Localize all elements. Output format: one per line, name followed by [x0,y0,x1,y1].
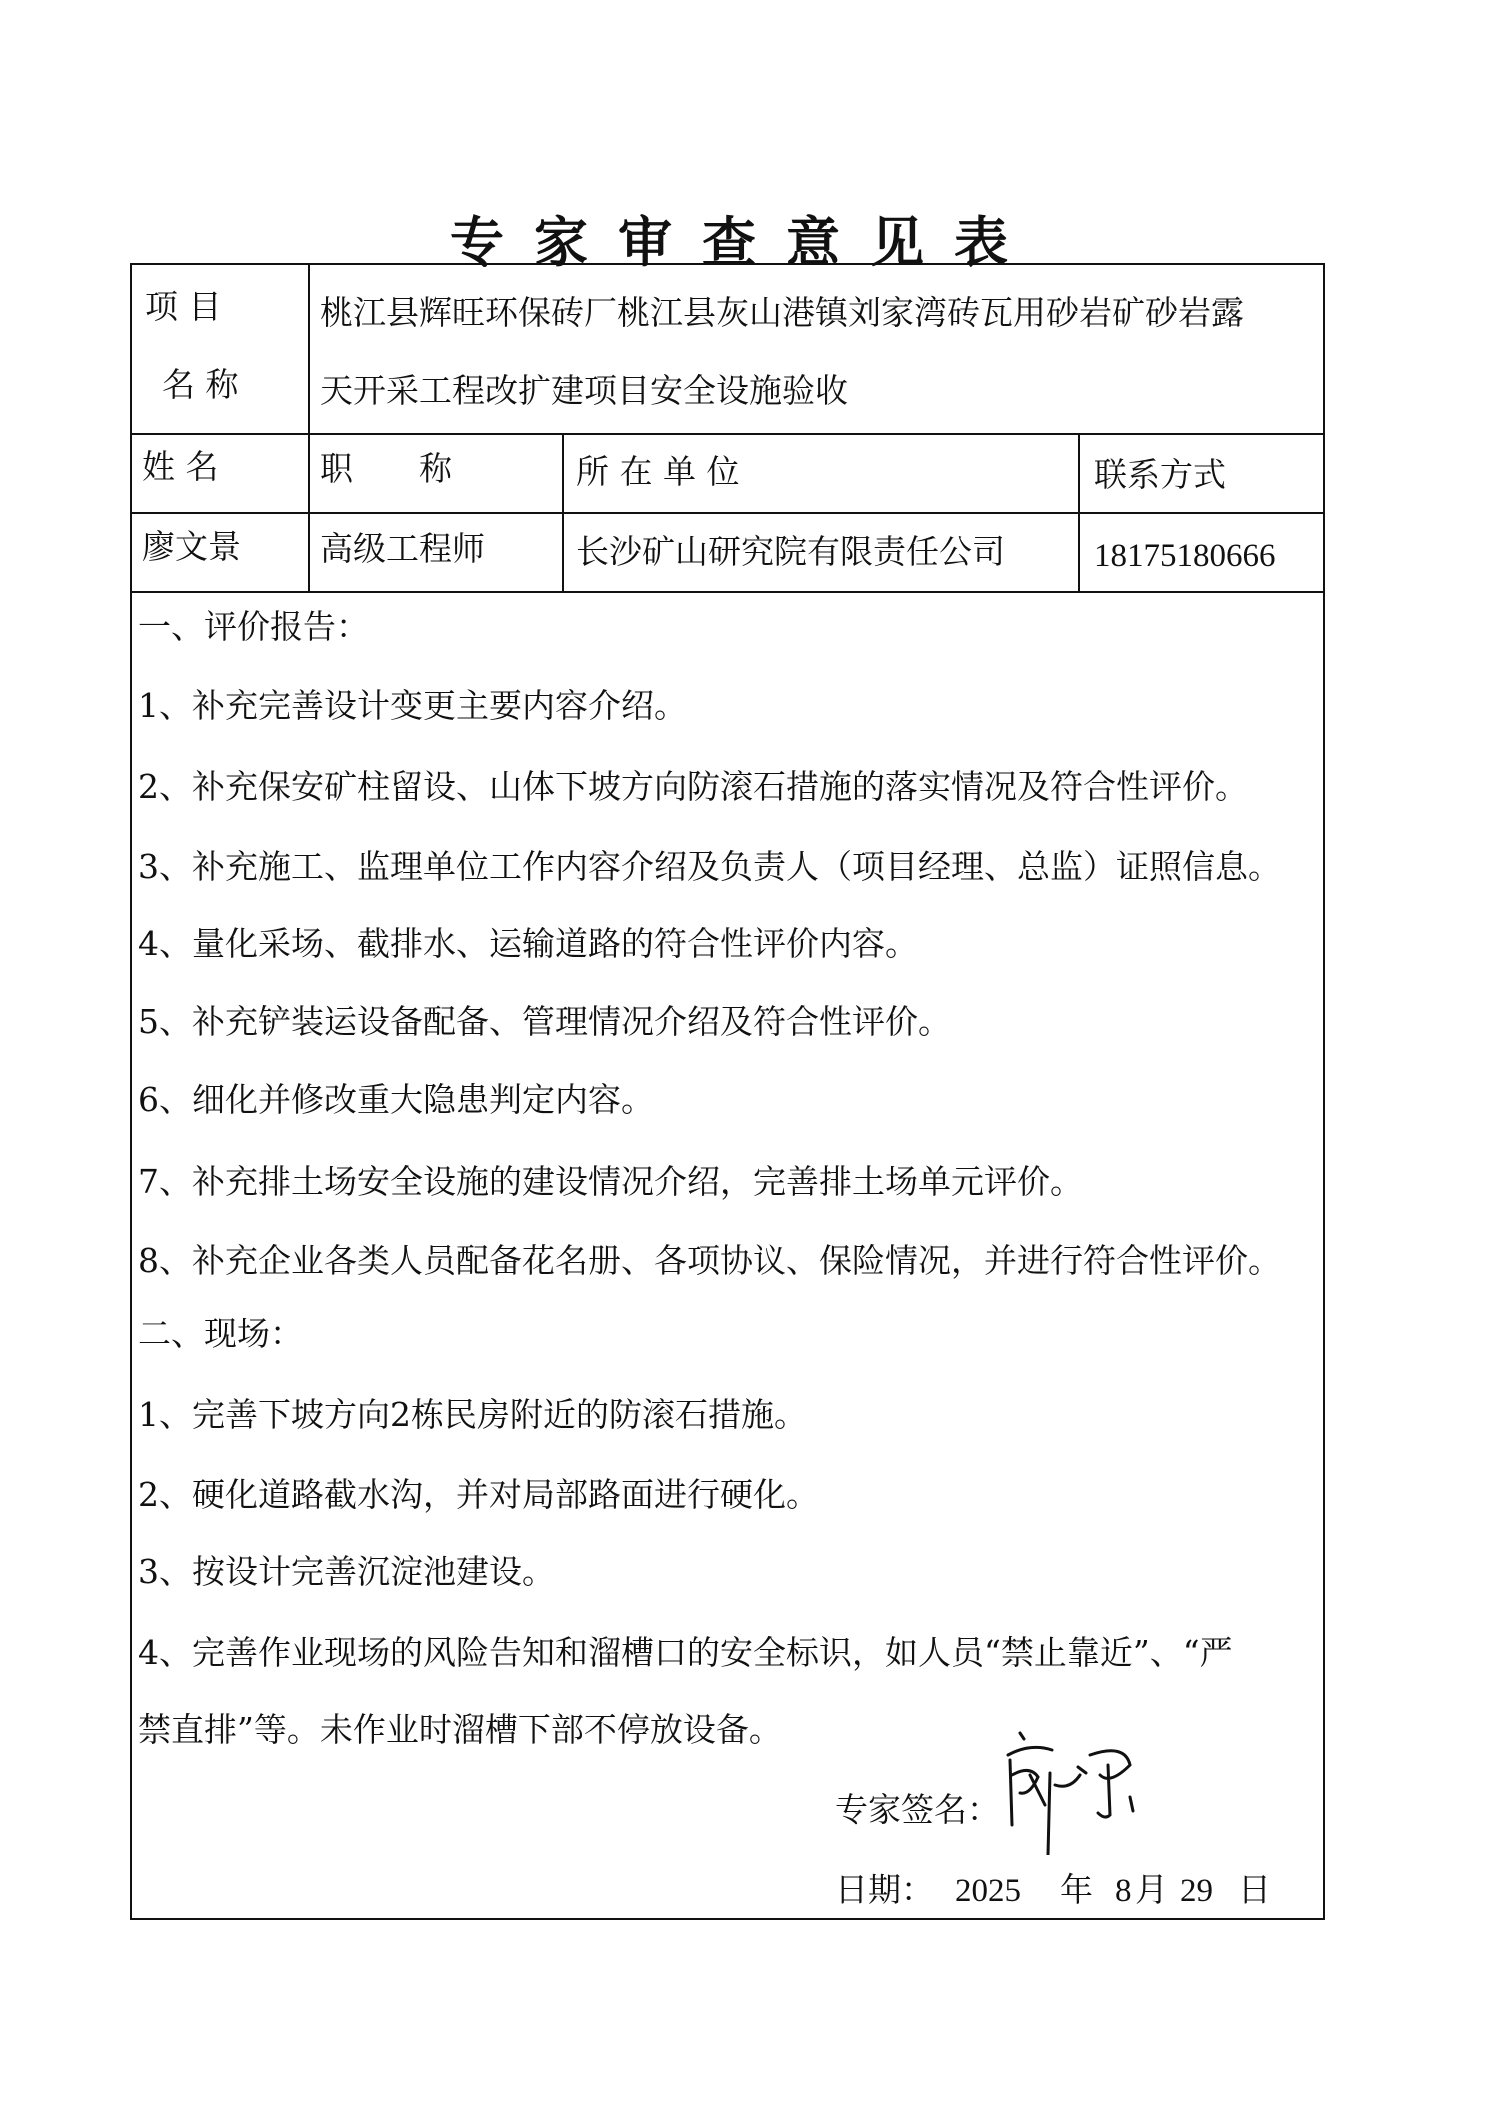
row-divider [130,591,1325,593]
list-item: 4、完善作业现场的风险告知和溜槽口的安全标识，如人员“禁止靠近”、“严 [138,1633,1233,1672]
list-item: 1、完善下坡方向2栋民房附近的防滚石措施。 [138,1395,807,1434]
expert-name: 廖文景 [142,527,241,566]
date-day-unit: 日 [1238,1870,1271,1909]
list-item: 禁直排”等。未作业时溜槽下部不停放设备。 [138,1710,782,1749]
project-label: 项 目 [145,287,222,326]
project-name: 天开采工程改扩建项目安全设施验收 [320,371,848,410]
list-item: 7、补充排土场安全设施的建设情况介绍，完善排土场单元评价。 [138,1162,1083,1201]
handwritten-signature [990,1715,1190,1855]
section-heading: 二、现场： [138,1314,303,1353]
date-month: 8 [1115,1873,1132,1909]
list-item: 2、硬化道路截水沟，并对局部路面进行硬化。 [138,1475,819,1514]
list-item: 3、补充施工、监理单位工作内容介绍及负责人（项目经理、总监）证照信息。 [138,847,1281,886]
list-item: 3、按设计完善沉淀池建设。 [138,1552,555,1591]
project-label: 名 称 [162,365,239,404]
list-item: 1、补充完善设计变更主要内容介绍。 [138,686,687,725]
header-name: 姓 名 [142,447,219,486]
column-divider [1078,433,1080,591]
header-title: 职 称 [320,449,452,488]
page-title: 专家审查意见表 [450,211,1038,274]
project-name: 桃江县辉旺环保砖厂桃江县灰山港镇刘家湾砖瓦用砂岩矿砂岩露 [320,293,1244,332]
expert-phone: 18175180666 [1094,538,1276,574]
date-month-unit: 月 [1135,1870,1168,1909]
date-year: 2025 [955,1873,1021,1909]
date-day: 29 [1180,1873,1213,1909]
column-divider [562,433,564,591]
header-contact: 联系方式 [1094,455,1226,494]
list-item: 8、补充企业各类人员配备花名册、各项协议、保险情况，并进行符合性评价。 [138,1241,1281,1280]
list-item: 5、补充铲装运设备配备、管理情况介绍及符合性评价。 [138,1002,951,1041]
list-item: 4、量化采场、截排水、运输道路的符合性评价内容。 [138,924,918,963]
date-year-unit: 年 [1060,1870,1093,1909]
section-heading: 一、评价报告： [138,607,369,646]
list-item: 6、细化并修改重大隐患判定内容。 [138,1080,654,1119]
signature-label: 专家签名： [835,1790,1000,1829]
list-item: 2、补充保安矿柱留设、山体下坡方向防滚石措施的落实情况及符合性评价。 [138,767,1248,806]
expert-title: 高级工程师 [320,529,485,568]
header-unit: 所 在 单 位 [576,452,740,491]
column-divider [308,263,310,591]
expert-unit: 长沙矿山研究院有限责任公司 [576,532,1005,571]
date-label: 日期： [835,1870,934,1909]
